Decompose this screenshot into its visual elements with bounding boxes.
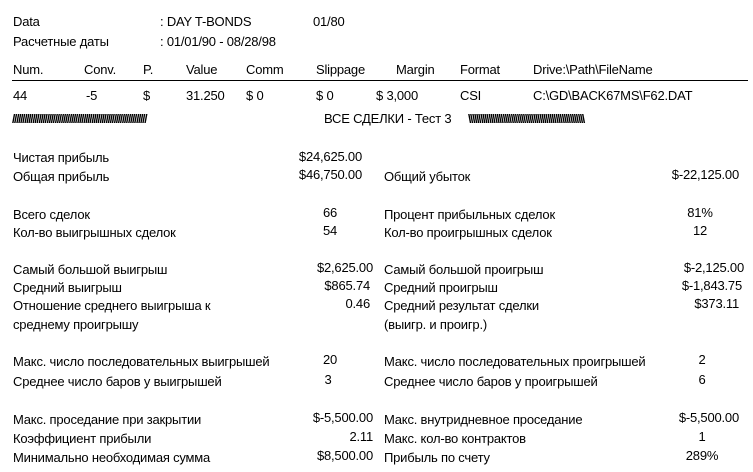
max-consec-wins-label: Макс. число последовательных выигрышей [13,354,270,369]
data-code: 01/80 [313,14,345,29]
profit-factor-label: Коэффициент прибыли [13,431,152,446]
banner-title: ВСЕ СДЕЛКИ - Тест 3 [324,111,452,126]
avg-bars-win-label: Среднее число баров у выигрышей [13,374,222,389]
largest-win-label: Самый большой выигрыш [13,262,168,277]
largest-loss-label: Самый большой проигрыш [384,262,544,277]
account-return-value: 289% [685,448,719,463]
max-contracts-value: 1 [698,429,706,444]
largest-loss-value: $-2,125.00 [683,260,744,275]
largest-win-value: $2,625.00 [316,260,373,275]
cell-comm: $ 0 [246,88,264,103]
total-trades-label: Всего сделок [13,207,90,222]
max-drawdown-close-value: $-5,500.00 [312,410,373,425]
profit-factor-value: 2.11 [349,429,373,444]
cell-format: CSI [460,88,482,103]
data-value: : DAY T-BONDS [160,14,252,29]
ratio-label-line2: среднему проигрышу [13,317,139,332]
data-label: Data [13,14,40,29]
losing-trades-value: 12 [692,223,708,238]
gross-profit-label: Общая прибыль [13,169,110,184]
pct-profitable-value: 81% [687,205,713,220]
net-profit-value: $24,625.00 [298,149,362,164]
ratio-label-line1: Отношение среднего выигрыша к [13,298,211,313]
pct-profitable-label: Процент прибыльных сделок [384,207,555,222]
avg-trade-label-line2: (выигр. и проигр.) [384,317,487,332]
cell-num: 44 [13,88,28,103]
max-intraday-dd-value: $-5,500.00 [678,410,739,425]
cell-slippage: $ 0 [316,88,334,103]
col-header-p: P. [143,62,154,77]
cell-p: $ [143,88,151,103]
min-required-label: Минимально необходимая сумма [13,450,211,465]
avg-win-label: Средний выигрыш [13,280,122,295]
dates-value: : 01/01/90 - 08/28/98 [160,34,276,49]
col-header-path: Drive:\Path\FileName [533,62,653,77]
avg-win-value: $865.74 [324,278,370,293]
section-banner [12,110,748,128]
avg-bars-loss-value: 6 [698,372,706,387]
gross-profit-value: $46,750.00 [298,167,362,182]
col-header-conv: Conv. [84,62,116,77]
cell-value: 31.250 [186,88,225,103]
gross-loss-label: Общий убыток [384,169,471,184]
max-contracts-label: Макс. кол-во контрактов [384,431,526,446]
cell-margin: $ 3,000 [376,88,418,103]
max-consec-wins-value: 20 [322,352,338,367]
account-return-label: Прибыль по счету [384,450,490,465]
gross-loss-value: $-22,125.00 [671,167,739,182]
max-consec-losses-label: Макс. число последовательных проигрышей [384,354,646,369]
cell-conv: -5 [86,88,98,103]
total-trades-value: 66 [322,205,338,220]
dates-label: Расчетные даты [13,34,109,49]
col-header-margin: Margin [396,62,435,77]
max-intraday-dd-label: Макс. внутридневное проседание [384,412,583,427]
header-divider [12,80,748,81]
losing-trades-label: Кол-во проигрышных сделок [384,225,552,240]
winning-trades-value: 54 [322,223,338,238]
avg-bars-loss-label: Среднее число баров у проигрышей [384,374,598,389]
avg-trade-label-line1: Средний результат сделки [384,298,539,313]
banner-left-hatch: ////////////////////////////////////////////////////////////////// [12,113,147,125]
min-required-value: $8,500.00 [316,448,373,463]
avg-trade-value: $373.11 [694,296,739,311]
ratio-value: 0.46 [345,296,370,311]
col-header-comm: Comm [246,62,284,77]
winning-trades-label: Кол-во выигрышных сделок [13,225,176,240]
net-profit-label: Чистая прибыль [13,150,109,165]
avg-bars-win-value: 3 [324,372,332,387]
avg-loss-label: Средний проигрыш [384,280,498,295]
avg-loss-value: $-1,843.75 [681,278,742,293]
banner-right-hatch: \\\\\\\\\\\\\\\\\\\\\\\\\\\\\\\\\\\\\\\\\\\\\\\\\\\\\\\\\ [468,113,584,125]
col-header-slippage: Slippage [316,62,365,77]
max-consec-losses-value: 2 [698,352,706,367]
col-header-num: Num. [13,62,44,77]
col-header-value: Value [186,62,218,77]
max-drawdown-close-label: Макс. проседание при закрытии [13,412,202,427]
cell-path: C:\GD\BACK67MS\F62.DAT [533,88,693,103]
col-header-format: Format [460,62,500,77]
